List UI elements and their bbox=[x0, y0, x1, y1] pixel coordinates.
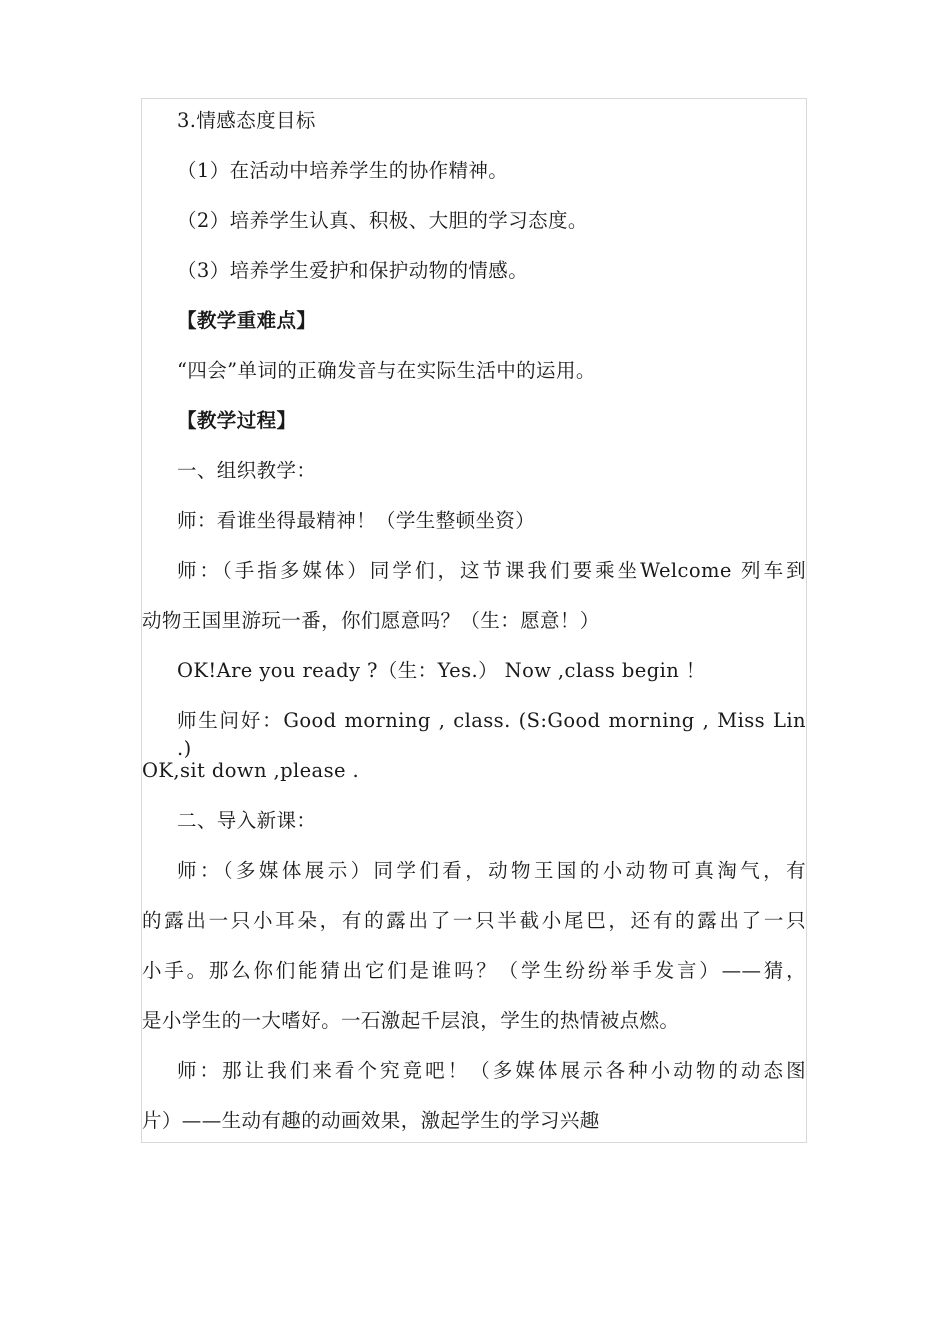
paragraph-key-difficulties: “四会”单词的正确发音与在实际生活中的运用。 bbox=[177, 359, 596, 382]
heading-key-difficulties: 【教学重难点】 bbox=[177, 309, 317, 332]
paragraph-animation-a: 师：那让我们来看个究竟吧！（多媒体展示各种小动物的动态图 bbox=[177, 1059, 806, 1082]
goal-item-1: （1）在活动中培养学生的协作精神。 bbox=[177, 159, 509, 182]
paragraph-teacher-line-2a: 师：（手指多媒体）同学们，这节课我们要乘坐Welcome 列车到 bbox=[177, 559, 806, 582]
paragraph-ok-ready: OK!Are you ready ?（生：Yes.） Now ,class begin ！ bbox=[177, 659, 706, 682]
paragraph-multimedia-c: 小手。那么你们能猜出它们是谁吗？（学生纷纷举手发言）——猜， bbox=[142, 959, 806, 982]
paragraph-greeting-b: OK,sit down ,please . bbox=[142, 759, 360, 782]
goal-item-2: （2）培养学生认真、积极、大胆的学习态度。 bbox=[177, 209, 588, 232]
section-heading-affective-goals: 3.情感态度目标 bbox=[177, 109, 316, 132]
paragraph-multimedia-d: 是小学生的一大嗜好。一石激起千层浪，学生的热情被点燃。 bbox=[142, 1009, 680, 1032]
paragraph-multimedia-a: 师：（多媒体展示）同学们看，动物王国的小动物可真淘气，有 bbox=[177, 859, 806, 882]
subheading-organize-class: 一、组织教学： bbox=[177, 459, 317, 482]
goal-item-3: （3）培养学生爱护和保护动物的情感。 bbox=[177, 259, 529, 282]
subheading-new-lesson: 二、导入新课： bbox=[177, 809, 317, 832]
paragraph-teacher-line-1: 师：看谁坐得最精神！（学生整顿坐资） bbox=[177, 509, 536, 532]
paragraph-multimedia-b: 的露出一只小耳朵，有的露出了一只半截小尾巴，还有的露出了一只 bbox=[142, 909, 806, 932]
heading-teaching-process: 【教学过程】 bbox=[177, 409, 297, 432]
paragraph-greeting-a: 师生问好：Good morning , class. (S:Good morning , Miss Lin .) bbox=[177, 709, 806, 760]
document-page bbox=[141, 98, 807, 1143]
paragraph-teacher-line-2b: 动物王国里游玩一番，你们愿意吗？（生：愿意！） bbox=[142, 609, 600, 632]
paragraph-animation-b: 片）——生动有趣的动画效果，激起学生的学习兴趣 bbox=[142, 1109, 600, 1132]
